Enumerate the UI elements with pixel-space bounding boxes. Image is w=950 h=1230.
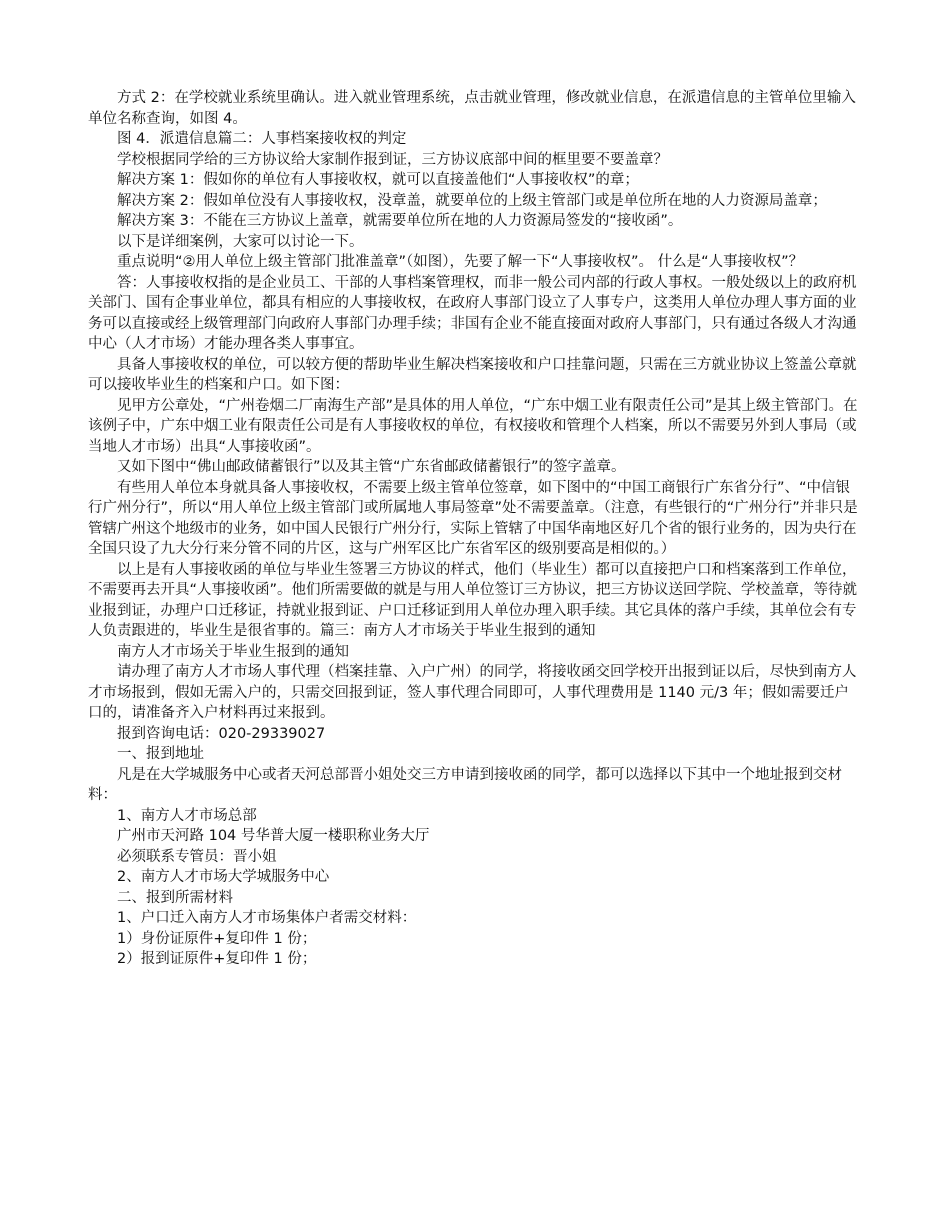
paragraph: 解决方案 3：不能在三方协议上盖章，就需要单位所在地的人力资源局签发的“接收函”。 — [117, 213, 683, 229]
paragraph: 解决方案 2：假如单位没有人事接收权，没章盖，就要单位的上级主管部门或是单位所在地的人力资源局盖章； — [117, 192, 827, 209]
paragraph: 答：人事接收权指的是企业员工、干部的人事档案管理权，而非一般公司内部的行政人事权。一般处级以上的政府机关部门、国有企事业单位，都具有相应的人事接收权，在政府人事部门设立了人事专户，这类用人单位办理人事方面的业务可以直接或经上级管理部门向政府人事部门办理手续；非国有企业不能直接面对政府人事部门，只有通过各级人才沟通中心（人才市场）才能办理各类人事事宜。 — [88, 274, 857, 352]
section-heading: 一、报到地址 — [117, 746, 204, 762]
list-item: 1）身份证原件+复印件 1 份； — [117, 930, 317, 947]
paragraph: 又如下图中“佛山邮政储蓄银行”以及其主管“广东省邮政储蓄银行”的签字盖章。 — [117, 459, 626, 475]
list-item: 1、户口迁入南方人才市场集体户者需交材料： — [117, 910, 417, 926]
list-item: 2）报到证原件+复印件 1 份； — [117, 951, 317, 967]
paragraph: 见甲方公章处，“广州卷烟二厂南海生产部”是具体的用人单位，“广东中烟工业有限责任公司”是其上级主管部门。在该例子中，广东中烟工业有限责任公司是有人事接收权的单位，有权接收和管理个人档案，所以不需要另外到人事局（或当地人才市场）出具“人事接收函”。 — [88, 397, 858, 455]
paragraph: 重点说明“②用人单位上级主管部门批准盖章”（如图），先要了解一下“人事接收权”。 什么是“人事接收权”？ — [117, 254, 804, 270]
paragraph: 解决方案 1：假如你的单位有人事接收权，就可以直接盖他们“人事接收权”的章； — [117, 172, 639, 188]
document-page — [88, 88, 862, 970]
paragraph: 学校根据同学给的三方协议给大家制作报到证，三方协议底部中间的框里要不要盖章？ — [117, 151, 668, 168]
paragraph: 以上是有人事接收函的单位与毕业生签署三方协议的样式，他们（毕业生）都可以直接把户口和档案落到工作单位，不需要再去开具“人事接收函”。他们所需要做的就是与用人单位签订三方协议，把三方协议送回学院、学校盖章，等待就业报到证，办理户口迁移证，持就业报到证、户口迁移证到用人单位办理入职手续。其它具体的落户手续，其单位会有专人负责跟进的，毕业生是很省事的。篇三：南方人才市场关于毕业生报到的通知 — [88, 561, 858, 639]
contact-phone: 报到咨询电话：020-29339027 — [117, 725, 326, 742]
paragraph: 有些用人单位本身就具备人事接收权，不需要上级主管单位签章，如下图中的“中国工商银行广东省分行”、“中信银行广州分行”，所以“用人单位上级主管部门或所属地人事局签章”处不需要盖章。（注意，有些银行的“广州分行”并非只是管辖广州这个地级市的业务，如中国人民银行广州分行，实际上管辖了中国华南地区好几个省的银行业务的，因为央行在全国只设了九大分行来分管不同的片区，这与广州军区比广东省军区的级别要高是相似的。） — [88, 479, 858, 557]
paragraph: 具备人事接收权的单位，可以较方便的帮助毕业生解决档案接收和户口挂靠问题，只需在三方就业协议上签盖公章就可以接收毕业生的档案和户口。如下图： — [88, 356, 857, 393]
paragraph: 凡是在大学城服务中心或者天河总部晋小姐处交三方申请到接收函的同学，都可以选择以下其中一个地址报到交材料： — [88, 766, 842, 803]
paragraph: 方式 2：在学校就业系统里确认。进入就业管理系统，点击就业管理，修改就业信息，在派遣信息的主管单位里输入单位名称查询，如图 4。 — [88, 90, 856, 127]
list-item: 1、南方人才市场总部 — [117, 807, 257, 824]
list-item: 2、南方人才市场大学城服务中心 — [117, 869, 330, 885]
figure-caption: 图 4．派遣信息篇二：人事档案接收权的判定 — [117, 131, 407, 147]
paragraph: 请办理了南方人才市场人事代理（档案挂靠、入户广州）的同学，将接收函交回学校开出报到证以后，尽快到南方人才市场报到，假如无需入户的，只需交回报到证，签人事代理合同即可，人事代理费用是 1140 元/3 年；假如需要迁户口的，请准备齐入户材料再过来报到。 — [88, 664, 857, 721]
contact-person: 必须联系专管员：晋小姐 — [117, 848, 277, 865]
paragraph: 以下是详细案例，大家可以讨论一下。 — [117, 233, 364, 250]
address: 广州市天河路 104 号华普大厦一楼职称业务大厅 — [117, 828, 430, 844]
section-title: 南方人才市场关于毕业生报到的通知 — [117, 643, 349, 660]
section-heading: 二、报到所需材料 — [117, 889, 233, 906]
